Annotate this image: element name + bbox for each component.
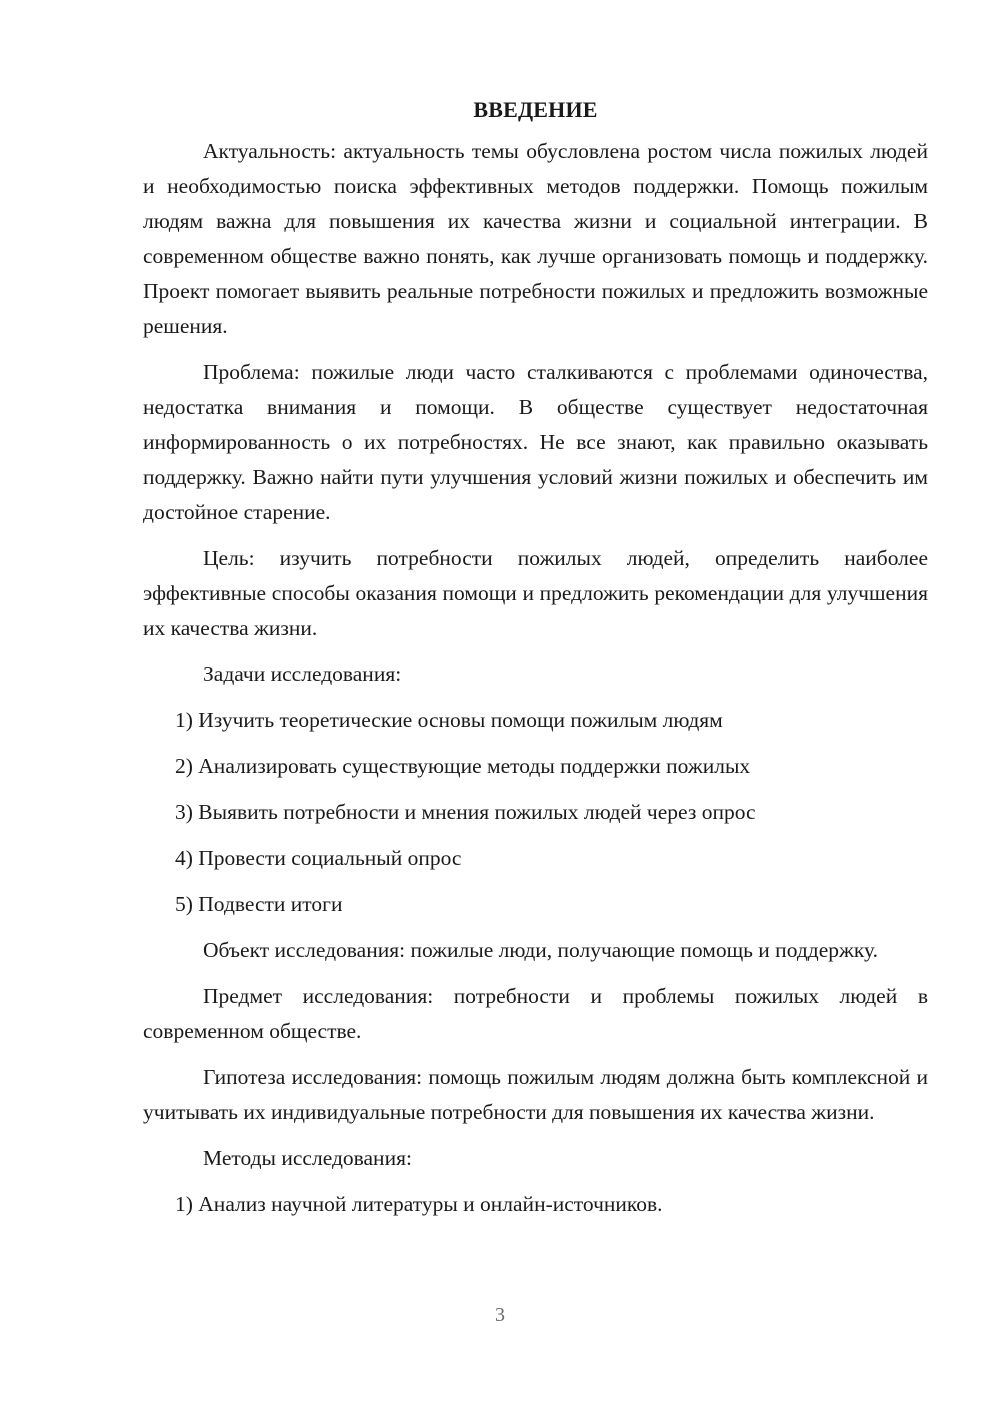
page-content — [143, 92, 928, 1233]
problem-paragraph: Проблема: пожилые люди часто сталкиваются с проблемами одиночества, недостатка внимания и помощи. В обществе существует недостаточная информированность о их потребностях. Не все знают, как правильно оказывать поддержку. Важно найти пути улучшения условий жизни пожилых и обеспечить им достойное старение. — [143, 360, 928, 524]
list-item: 1) Анализ научной литературы и онлайн-источников. — [175, 1192, 663, 1216]
goal-paragraph: Цель: изучить потребности пожилых людей, определить наиболее эффективные способы оказания помощи и предложить рекомендации для улучшения их качества жизни. — [143, 546, 928, 640]
list-item: 5) Подвести итоги — [175, 892, 343, 916]
list-item: 4) Провести социальный опрос — [175, 846, 462, 870]
subject-paragraph: Предмет исследования: потребности и проблемы пожилых людей в современном обществе. — [143, 984, 928, 1043]
page-title: ВВЕДЕНИЕ — [473, 97, 598, 122]
list-item: 2) Анализировать существующие методы поддержки пожилых — [175, 754, 751, 778]
hypothesis-paragraph: Гипотеза исследования: помощь пожилым людям должна быть комплексной и учитывать их индивидуальные потребности для повышения их качества жизни. — [143, 1065, 928, 1124]
methods-list — [143, 1187, 928, 1222]
tasks-list — [143, 703, 928, 922]
list-item: 3) Выявить потребности и мнения пожилых людей через опрос — [175, 800, 756, 824]
object-paragraph: Объект исследования: пожилые люди, получающие помощь и поддержку. — [203, 938, 878, 962]
methods-heading: Методы исследования: — [203, 1146, 412, 1170]
relevance-paragraph: Актуальность: актуальность темы обусловлена ростом числа пожилых людей и необходимостью поиска эффективных методов поддержки. Помощь пожилым людям важна для повышения их качества жизни и социальной интеграции. В современном обществе важно понять, как лучше организовать помощь и поддержку. Проект помогает выявить реальные потребности пожилых и предложить возможные решения. — [143, 139, 928, 338]
tasks-heading: Задачи исследования: — [203, 662, 402, 686]
list-item: 1) Изучить теоретические основы помощи пожилым людям — [175, 708, 723, 732]
page-number: 3 — [495, 1304, 505, 1326]
